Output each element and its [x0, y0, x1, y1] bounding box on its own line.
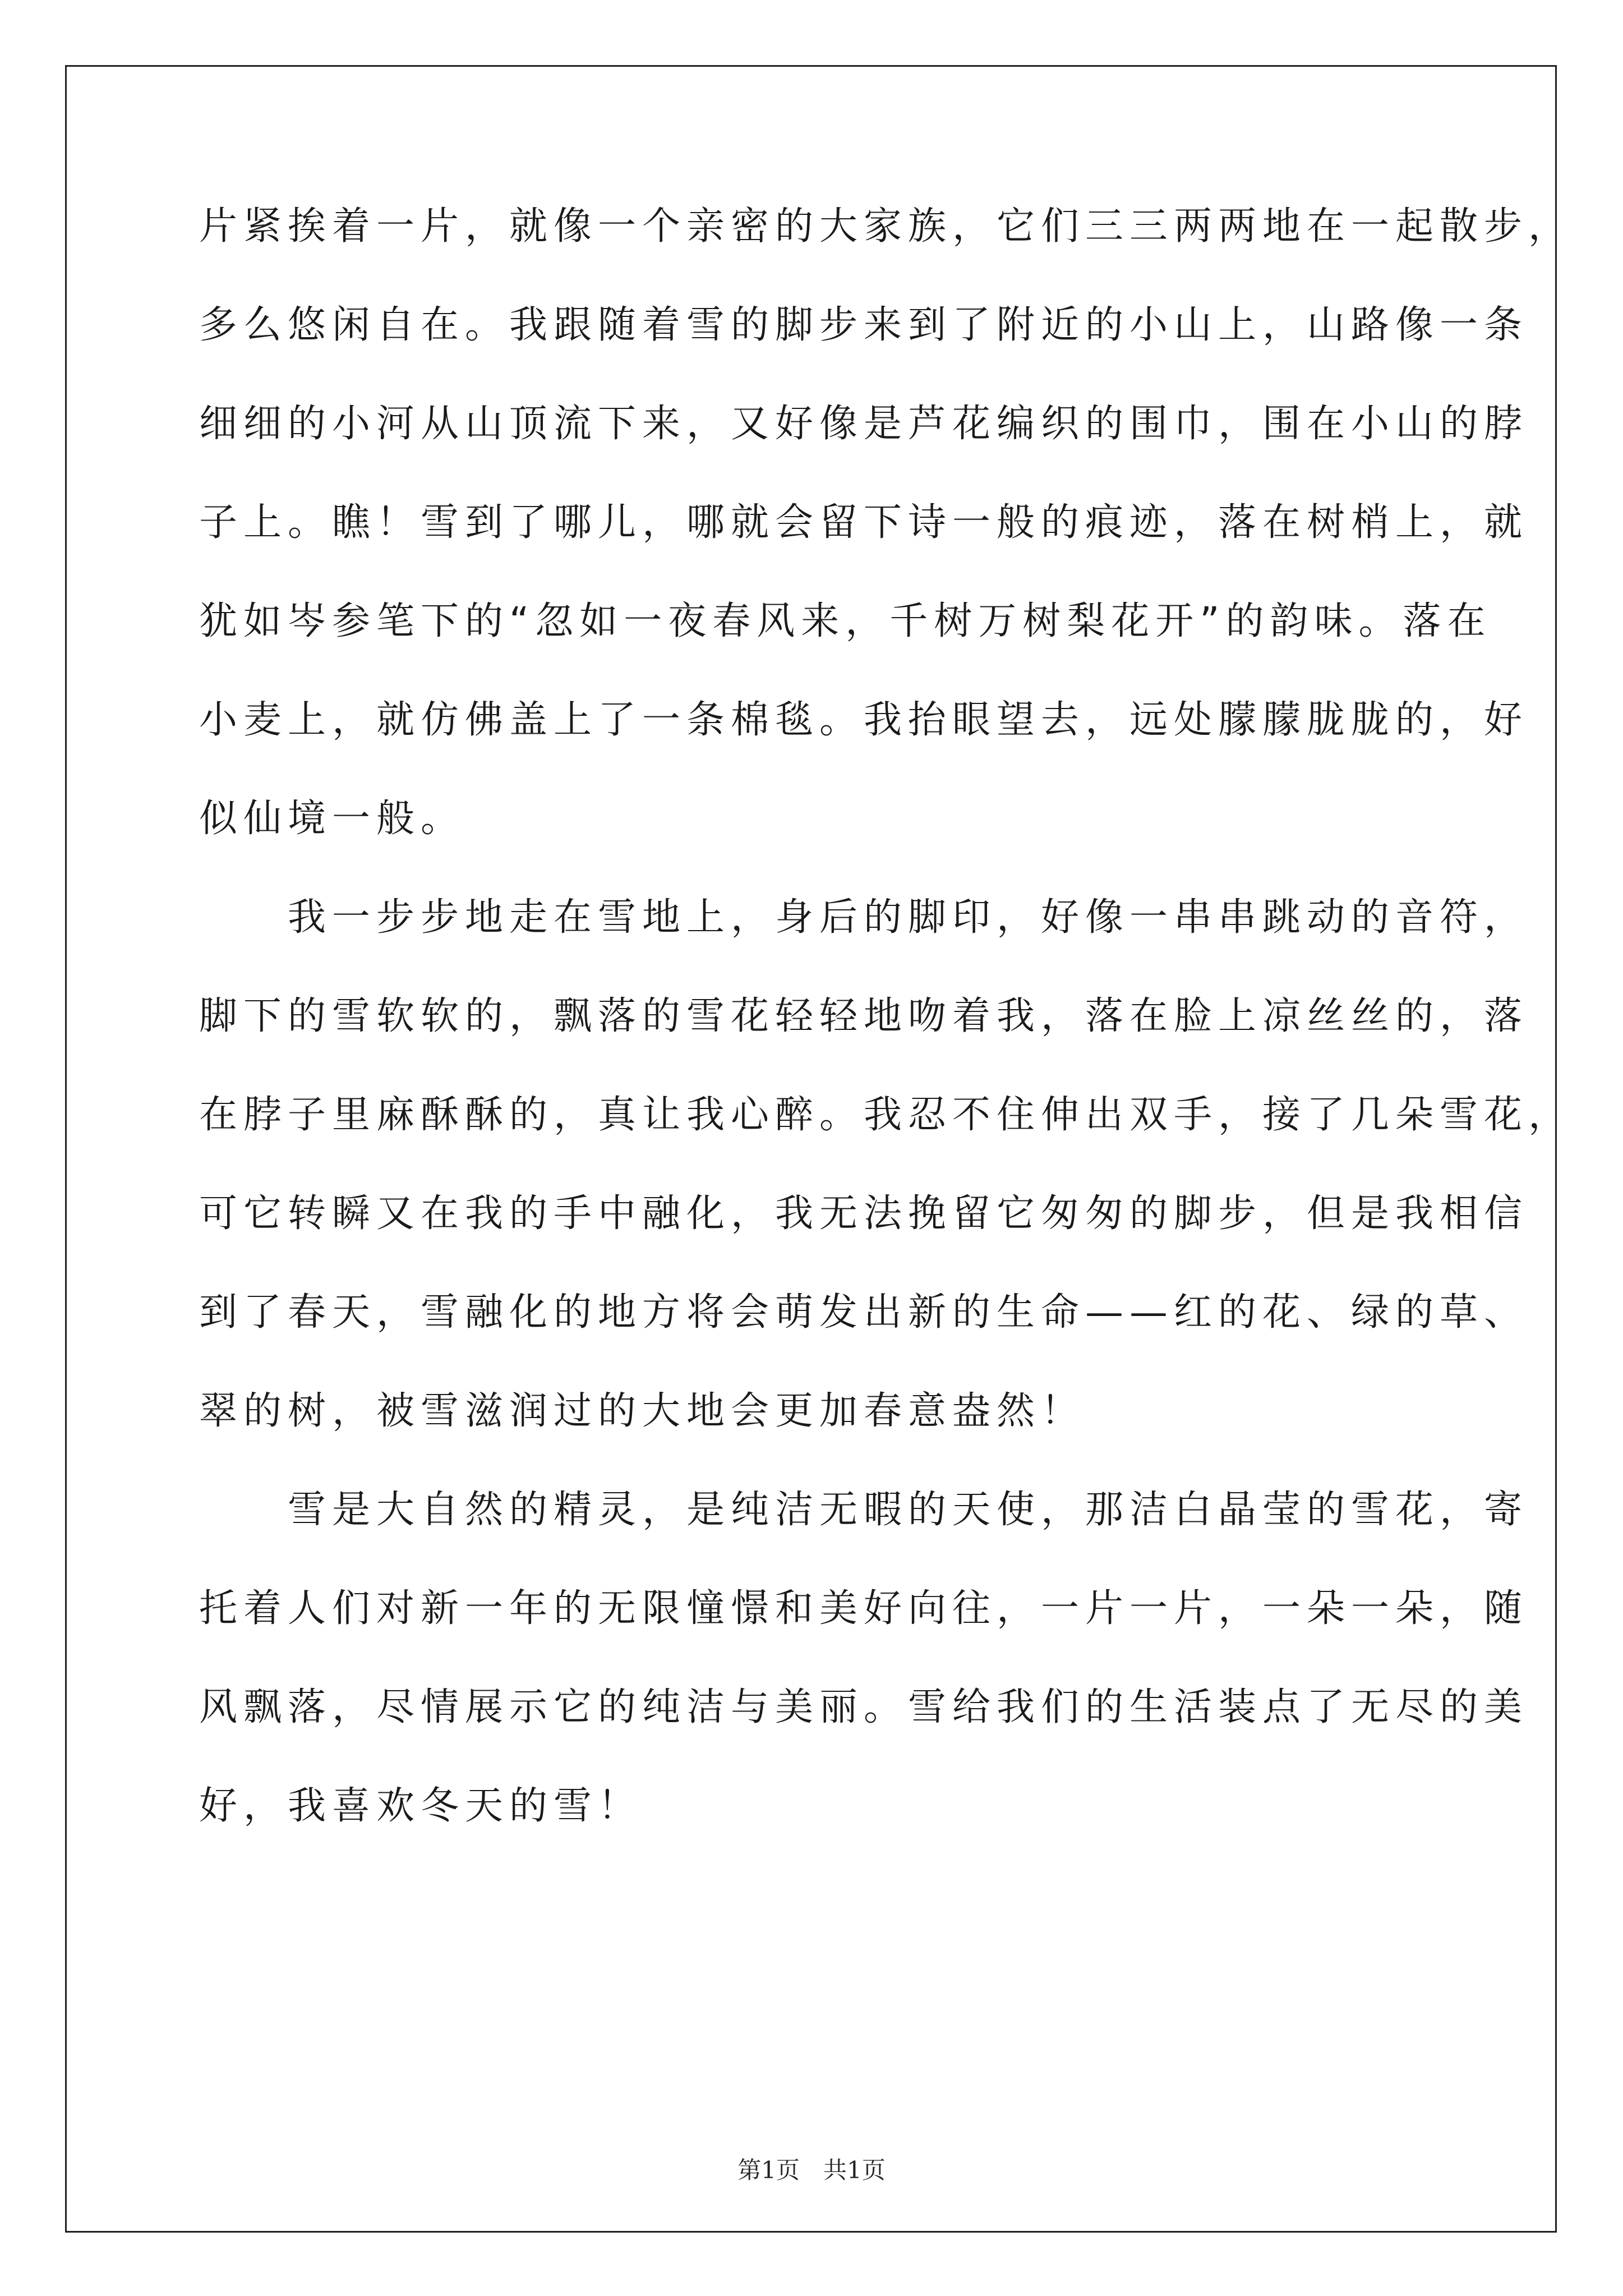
page-number-footer: 第1页 共1页 — [737, 2156, 886, 2184]
text-line: 我一步步地走在雪地上，身后的脚印，好像一串串跳动的音符， — [199, 895, 1529, 940]
text-line: 似仙境一般。 — [199, 797, 465, 841]
text-line: 片紧挨着一片，就像一个亲密的大家族，它们三三两两地在一起散步， — [199, 204, 1573, 249]
text-line: 好，我喜欢冬天的雪！ — [199, 1784, 643, 1828]
text-line: 到了春天，雪融化的地方将会萌发出新的生命——红的花、绿的草、 — [199, 1290, 1529, 1335]
text-line: 多么悠闲自在。我跟随着雪的脚步来到了附近的小山上，山路像一条 — [199, 303, 1529, 347]
essay-body — [199, 204, 1573, 1886]
text-line: 小麦上，就仿佛盖上了一条棉毯。我抬眼望去，远处朦朦胧胧的，好 — [199, 698, 1529, 742]
text-line: 细细的小河从山顶流下来，又好像是芦花编织的围巾，围在小山的脖 — [199, 402, 1529, 446]
text-line: 犹如岑参笔下的“忽如一夜春风来，千树万树梨花开”的韵味。落在 — [199, 599, 1492, 643]
text-line: 可它转瞬又在我的手中融化，我无法挽留它匆匆的脚步，但是我相信 — [199, 1191, 1529, 1236]
text-line: 托着人们对新一年的无限憧憬和美好向往，一片一片，一朵一朵，随 — [199, 1586, 1529, 1631]
text-line: 翠的树，被雪滋润过的大地会更加春意盎然！ — [199, 1389, 1086, 1433]
text-line: 在脖子里麻酥酥的，真让我心醉。我忍不住伸出双手，接了几朵雪花， — [199, 1093, 1573, 1137]
text-line: 风飘落，尽情展示它的纯洁与美丽。雪给我们的生活装点了无尽的美 — [199, 1685, 1529, 1729]
text-line: 脚下的雪软软的，飘落的雪花轻轻地吻着我，落在脸上凉丝丝的，落 — [199, 994, 1529, 1038]
text-line: 雪是大自然的精灵，是纯洁无暇的天使，那洁白晶莹的雪花，寄 — [199, 1488, 1529, 1532]
text-line: 子上。瞧！雪到了哪儿，哪就会留下诗一般的痕迹，落在树梢上，就 — [199, 500, 1529, 545]
